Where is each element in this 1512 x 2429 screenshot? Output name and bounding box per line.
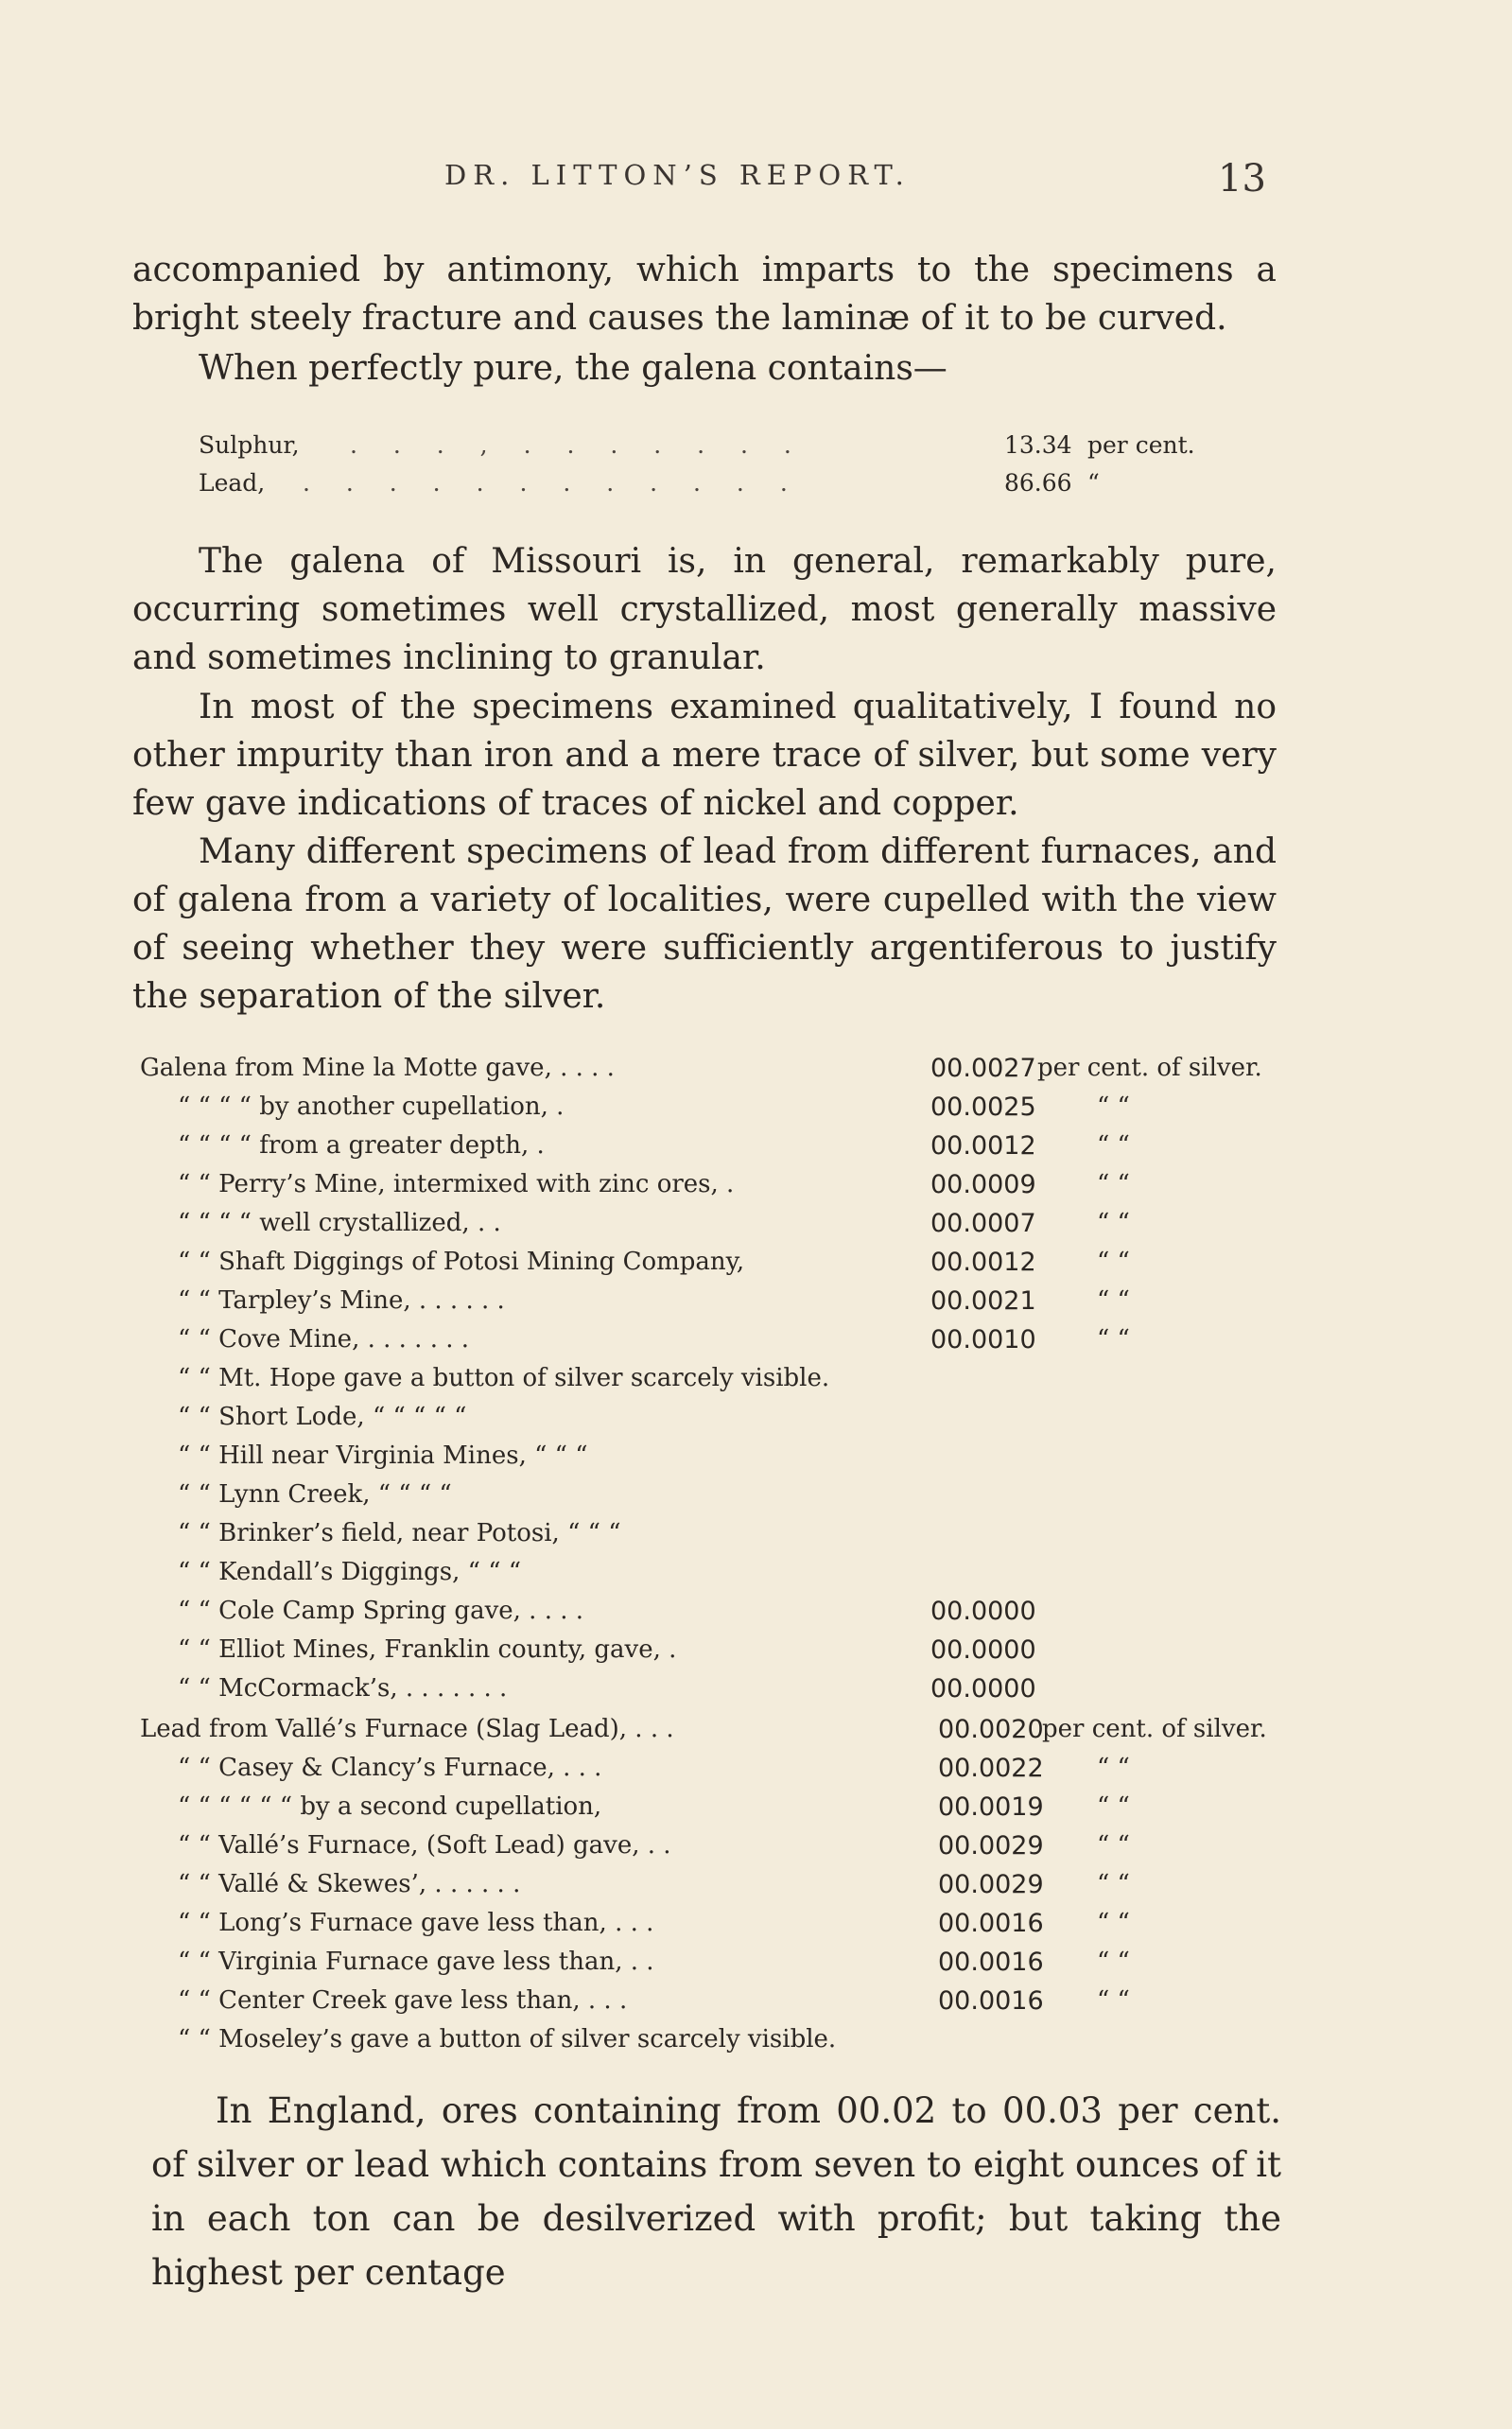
row-unit: “ “ bbox=[1097, 1286, 1130, 1315]
table-row bbox=[178, 1558, 1284, 1596]
composition-row bbox=[199, 469, 1239, 503]
row-description: Galena from Mine la Motte gave, . . . . bbox=[140, 1054, 615, 1082]
row-silver-value: 00.0021 bbox=[930, 1286, 1036, 1316]
composition-label: Sulphur, bbox=[199, 431, 300, 459]
row-unit: “ “ bbox=[1097, 1209, 1130, 1237]
running-header: DR. LITTON’S REPORT. bbox=[444, 159, 911, 191]
composition-value: 86.66 bbox=[1004, 469, 1072, 497]
row-unit: “ “ bbox=[1097, 1948, 1130, 1976]
row-unit: “ “ bbox=[1097, 1831, 1130, 1860]
row-unit: “ “ bbox=[1097, 1131, 1130, 1160]
row-silver-value: 00.0029 bbox=[938, 1870, 1044, 1899]
row-unit: “ “ bbox=[1097, 1248, 1130, 1276]
row-description: “ “ Vallé’s Furnace, (Soft Lead) gave, . . bbox=[178, 1831, 671, 1860]
row-unit: “ “ bbox=[1097, 1092, 1130, 1121]
table-row bbox=[178, 1870, 1284, 1908]
composition-unit: “ bbox=[1087, 469, 1100, 497]
paragraph-england: In England, ores containing from 00.02 to 00.03 per cent. of silver or lead which contains from seven to eight ounces of it in each ton can be desilverized with profit; but taking the highest per centage bbox=[151, 2090, 1281, 2293]
composition-unit: per cent. bbox=[1087, 431, 1195, 459]
row-description: “ “ Short Lode, “ “ “ “ “ bbox=[178, 1403, 467, 1431]
table-row bbox=[178, 1986, 1284, 2024]
row-unit: “ “ bbox=[1097, 1754, 1130, 1782]
paragraph-impurities: In most of the specimens examined qualitatively, I found no other impurity than iron and a mere trace of silver, but some very few gave indications of traces of nickel and copper. bbox=[132, 688, 1277, 823]
table-row bbox=[178, 1635, 1284, 1673]
row-description: “ “ Tarpley’s Mine, . . . . . . bbox=[178, 1286, 505, 1315]
table-row bbox=[178, 1519, 1284, 1557]
row-description: “ “ Elliot Mines, Franklin county, gave, . bbox=[178, 1635, 677, 1664]
row-silver-value: 00.0007 bbox=[930, 1209, 1036, 1238]
row-unit: “ “ bbox=[1097, 1870, 1130, 1898]
row-unit: “ “ bbox=[1097, 1986, 1130, 2015]
row-description: “ “ “ “ well crystallized, . . bbox=[178, 1209, 501, 1237]
row-description: “ “ Hill near Virginia Mines, “ “ “ bbox=[178, 1442, 588, 1470]
row-description: “ “ Lynn Creek, “ “ “ “ bbox=[178, 1480, 452, 1509]
row-description: “ “ McCormack’s, . . . . . . . bbox=[178, 1674, 508, 1703]
table-row bbox=[178, 1248, 1284, 1285]
page-number: 13 bbox=[1218, 157, 1266, 201]
row-silver-value: 00.0000 bbox=[930, 1674, 1036, 1704]
leader-dots: . . . , . . . . . . . bbox=[350, 431, 806, 459]
table-row bbox=[178, 1131, 1284, 1169]
row-description: Lead from Vallé’s Furnace (Slag Lead), . . . bbox=[140, 1715, 674, 1743]
row-unit: “ “ bbox=[1097, 1325, 1130, 1354]
table-row bbox=[178, 1092, 1284, 1130]
row-description: “ “ Shaft Diggings of Potosi Mining Company, bbox=[178, 1248, 745, 1276]
row-description: “ “ “ “ from a greater depth, . bbox=[178, 1131, 545, 1160]
table-row bbox=[178, 1909, 1284, 1947]
row-silver-value: 00.0009 bbox=[930, 1170, 1036, 1199]
table-row bbox=[178, 1674, 1284, 1712]
row-description: “ “ Virginia Furnace gave less than, . . bbox=[178, 1948, 654, 1976]
composition-row bbox=[199, 431, 1239, 465]
row-silver-value: 00.0016 bbox=[938, 1948, 1044, 1977]
row-description: “ “ Cole Camp Spring gave, . . . . bbox=[178, 1597, 584, 1625]
paragraph-missouri-galena: The galena of Missouri is, in general, remarkably pure, occurring sometimes well crystallized, most generally massive and sometimes inclining to granular. bbox=[132, 542, 1277, 677]
row-description: “ “ Casey & Clancy’s Furnace, . . . bbox=[178, 1754, 602, 1782]
row-unit: “ “ bbox=[1097, 1792, 1130, 1821]
table-row bbox=[140, 1715, 1284, 1753]
table-row bbox=[178, 1209, 1284, 1247]
row-unit: “ “ bbox=[1097, 1170, 1130, 1198]
row-description: “ “ Vallé & Skewes’, . . . . . . bbox=[178, 1870, 521, 1898]
table-row bbox=[178, 1754, 1284, 1791]
paragraph-continuation: accompanied by antimony, which imparts to the specimens a bright steely fracture and causes the laminæ of it to be curved. bbox=[132, 251, 1277, 338]
row-description: “ “ Brinker’s field, near Potosi, “ “ “ bbox=[178, 1519, 621, 1547]
row-silver-value: 00.0012 bbox=[930, 1131, 1036, 1161]
row-silver-value: 00.0000 bbox=[930, 1597, 1036, 1626]
paragraph-cupellation: Many different specimens of lead from different furnaces, and of galena from a variety of localities, were cupelled with the view of seeing whether they were sufficiently argentiferous to justify the separation of the silver. bbox=[132, 832, 1277, 1016]
row-silver-value: 00.0020 bbox=[938, 1715, 1044, 1744]
row-description: “ “ Long’s Furnace gave less than, . . . bbox=[178, 1909, 654, 1937]
row-unit: per cent. of silver. bbox=[1037, 1054, 1262, 1082]
row-silver-value: 00.0027 bbox=[930, 1054, 1036, 1083]
table-row bbox=[178, 1480, 1284, 1518]
row-unit: per cent. of silver. bbox=[1042, 1715, 1267, 1743]
row-silver-value: 00.0022 bbox=[938, 1754, 1044, 1783]
row-silver-value: 00.0025 bbox=[930, 1092, 1036, 1122]
table-row bbox=[178, 1442, 1284, 1479]
table-row bbox=[178, 2025, 1284, 2063]
table-row bbox=[178, 1831, 1284, 1869]
table-row bbox=[178, 1403, 1284, 1441]
row-silver-value: 00.0016 bbox=[938, 1986, 1044, 2016]
row-silver-value: 00.0000 bbox=[930, 1635, 1036, 1665]
table-row bbox=[178, 1597, 1284, 1634]
row-description: “ “ Center Creek gave less than, . . . bbox=[178, 1986, 628, 2015]
row-description: “ “ Perry’s Mine, intermixed with zinc ores, . bbox=[178, 1170, 735, 1198]
composition-label: Lead, bbox=[199, 469, 266, 497]
row-description: “ “ Moseley’s gave a button of silver scarcely visible. bbox=[178, 2025, 837, 2053]
row-silver-value: 00.0016 bbox=[938, 1909, 1044, 1938]
table-row bbox=[178, 1948, 1284, 1985]
row-description: “ “ Kendall’s Diggings, “ “ “ bbox=[178, 1558, 522, 1586]
table-row bbox=[178, 1170, 1284, 1208]
paragraph-galena-contains: When perfectly pure, the galena contains— bbox=[199, 349, 947, 388]
row-silver-value: 00.0029 bbox=[938, 1831, 1044, 1861]
table-row bbox=[178, 1325, 1284, 1363]
row-description: “ “ Mt. Hope gave a button of silver scarcely visible. bbox=[178, 1364, 830, 1392]
row-description: “ “ “ “ by another cupellation, . bbox=[178, 1092, 565, 1121]
table-row bbox=[178, 1364, 1284, 1402]
leader-dots: . . . . . . . . . . . . bbox=[303, 469, 802, 497]
row-silver-value: 00.0012 bbox=[930, 1248, 1036, 1277]
composition-value: 13.34 bbox=[1004, 431, 1072, 459]
row-unit: “ “ bbox=[1097, 1909, 1130, 1937]
table-row bbox=[140, 1054, 1284, 1092]
row-silver-value: 00.0010 bbox=[930, 1325, 1036, 1354]
table-row bbox=[178, 1792, 1284, 1830]
row-silver-value: 00.0019 bbox=[938, 1792, 1044, 1822]
row-description: “ “ “ “ “ “ by a second cupellation, bbox=[178, 1792, 602, 1821]
table-row bbox=[178, 1286, 1284, 1324]
row-description: “ “ Cove Mine, . . . . . . . bbox=[178, 1325, 470, 1354]
